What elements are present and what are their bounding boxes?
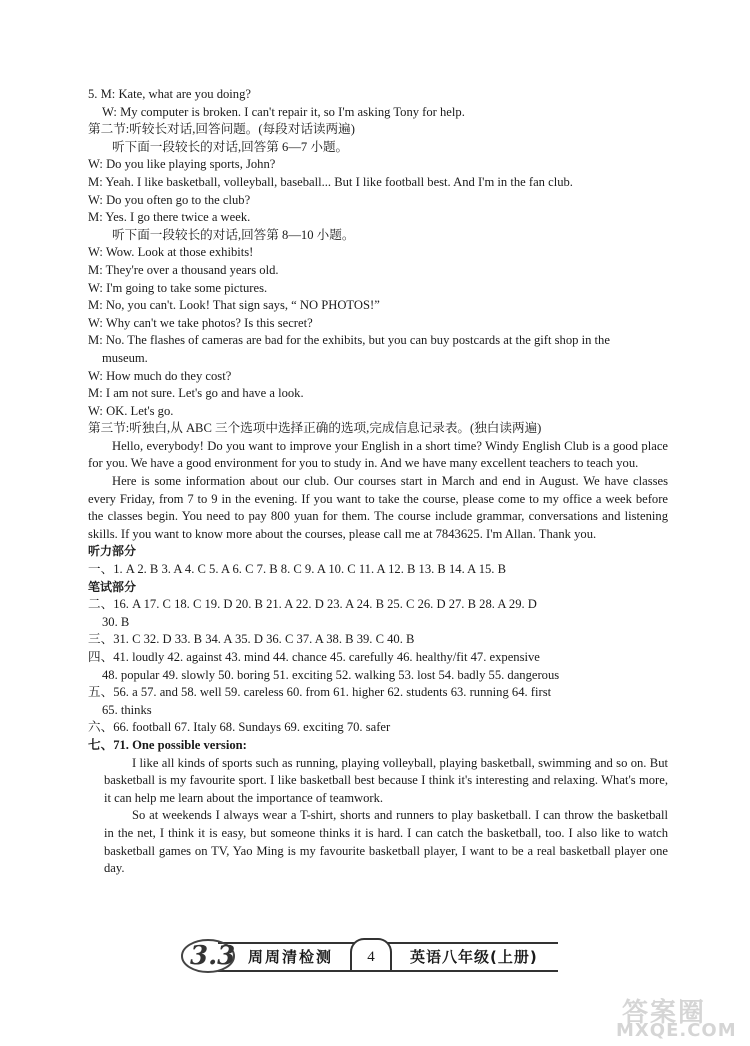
script-line: M: No, you can't. Look! That sign says, “ NO PHOTOS!” [88, 298, 380, 313]
answers-row: 五、56. a 57. and 58. well 59. careless 60. from 61. higher 62. students 63. running 64. first [88, 685, 552, 700]
section-instruction: 听下面一段较长的对话,回答第 6—7 小题。 [112, 139, 349, 154]
script-line: W: OK. Let's go. [88, 403, 174, 418]
script-line: M: Yes. I go there twice a week. [88, 210, 251, 225]
answers-listening-header: 听力部分 [88, 544, 137, 559]
answers-row: 四、41. loudly 42. against 43. mind 44. chance 45. carefully 46. healthy/fit 47. expensive [88, 650, 540, 664]
script-line: M: Yeah. I like basketball, volleyball, baseball... But I like football best. And I'm in the fan club. [88, 174, 573, 189]
script-line: W: How much do they cost? [88, 368, 232, 383]
answers-row-writing-prompt: 七、71. One possible version: [88, 737, 247, 752]
site-watermark [612, 992, 744, 1042]
essay-paragraph: I like all kinds of sports such as running, playing volleyball, playing basketball, swimming and so on. But basketball is my favourite sport. I like basketball best because I think it's interesting and relaxing. What's more, it can help me learn about the importance of teamwork. [104, 755, 668, 805]
answers-row: 一、1. A 2. B 3. A 4. C 5. A 6. C 7. B 8. C 9. A 10. C 11. A 12. B 13. B 14. A 15. B [88, 562, 507, 577]
script-line: W: Do you often go to the club? [88, 192, 251, 207]
page-content [88, 86, 668, 878]
script-line: W: Wow. Look at those exhibits! [88, 245, 254, 260]
section-instruction: 听下面一段较长的对话,回答第 8—10 小题。 [112, 227, 355, 242]
script-line: M: I am not sure. Let's go and have a look. [88, 386, 304, 401]
script-line: M: No. The flashes of cameras are bad for the exhibits, but you can buy postcards at the gift shop in the [88, 333, 610, 348]
script-line: 5. M: Kate, what are you doing? [88, 87, 251, 101]
watermark-line2: MXQE.COM [616, 1020, 737, 1041]
answers-row: 六、66. football 67. Italy 68. Sundays 69. exciting 70. safer [88, 720, 391, 735]
script-line: W: Why can't we take photos? Is this secret? [88, 315, 313, 330]
script-line: museum. [102, 350, 148, 365]
answers-row: 30. B [102, 614, 130, 629]
series-title: 周周清检测 [248, 948, 334, 966]
watermark-line1: 答案圈 [622, 998, 707, 1028]
script-line: W: I'm going to take some pictures. [88, 280, 268, 295]
script-line: W: Do you like playing sports, John? [88, 157, 276, 172]
logo-text: 3.3 [190, 941, 236, 971]
monologue-paragraph: Hello, everybody! Do you want to improve your English in a short time? Windy English Club is a good place for you. We have a good environment for you to study in. And we have many excellent teachers to teach you. [88, 438, 668, 471]
section-heading: 第二节:听较长对话,回答问题。(每段对话读两遍) [88, 122, 355, 137]
answers-row: 65. thinks [102, 702, 152, 717]
publisher-logo-icon [178, 930, 242, 976]
monologue-paragraph: Here is some information about our club. Our courses start in March and end in August. We have classes every Friday, from 7 to 9 in the evening. If you want to take the course, please come to my office a week before the classes begin. You need to pay 800 yuan for them. The course include grammar, conversations and listening skills. If you want to know more about the courses, please call me at 7843625. I'm Allan. Thank you. [88, 474, 668, 541]
answers-row: 二、16. A 17. C 18. C 19. D 20. B 21. A 22. D 23. A 24. B 25. C 26. D 27. B 28. A 29. D [88, 597, 537, 612]
script-line: M: They're over a thousand years old. [88, 262, 279, 277]
answers-row: 48. popular 49. slowly 50. boring 51. exciting 52. walking 53. lost 54. badly 55. dangerous [102, 667, 560, 682]
page-number: 4 [350, 938, 392, 970]
answers-writing-header: 笔试部分 [88, 579, 137, 594]
model-essay [88, 755, 668, 878]
book-title: 英语八年级(上册) [410, 948, 538, 966]
section-heading: 第三节:听独白,从 ABC 三个选项中选择正确的选项,完成信息记录表。(独白读两遍) [88, 421, 542, 436]
script-line: W: My computer is broken. I can't repair it, so I'm asking Tony for help. [102, 104, 465, 119]
answers-row: 三、31. C 32. D 33. B 34. A 35. D 36. C 37. A 38. B 39. C 40. B [88, 632, 415, 647]
essay-paragraph: So at weekends I always wear a T-shirt, shorts and runners to play basketball. I can throw the basketball in the net, I think it is easy, but someone thinks it is hard. I can catch the basketball, too. I also like to watch basketball games on TV, Yao Ming is my favourite basketball player, I want to be a real basketball player one day. [104, 808, 668, 876]
page-footer-banner [178, 930, 568, 976]
